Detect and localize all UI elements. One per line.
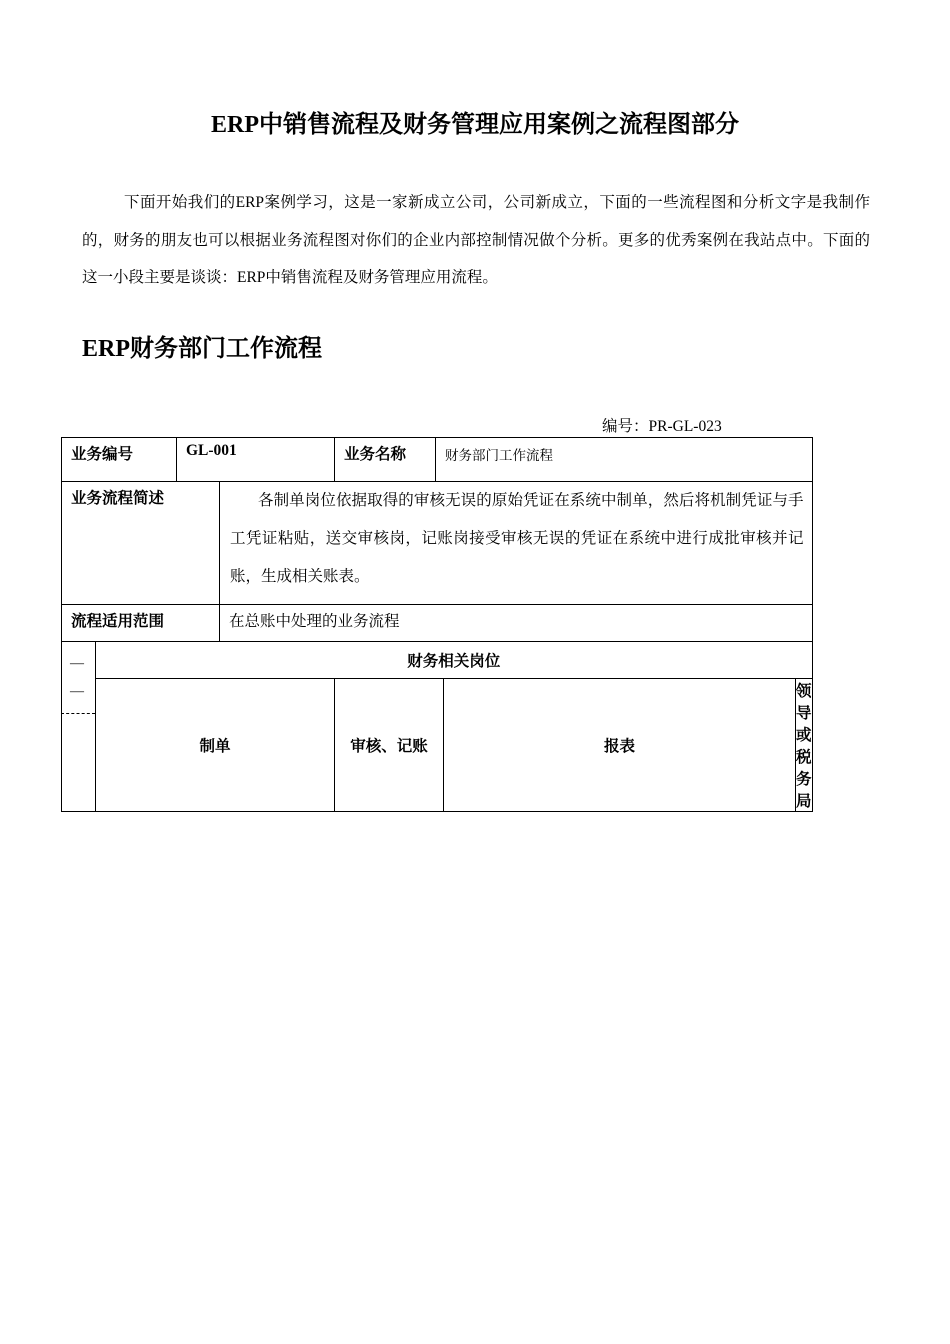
dash-mark-1: — bbox=[70, 656, 84, 671]
row-biz-info bbox=[62, 438, 813, 482]
biz-name-label: 业务名称 bbox=[344, 446, 407, 463]
row-positions-header bbox=[62, 642, 813, 679]
row-scope bbox=[62, 605, 813, 642]
position-label: 审核、记账 bbox=[350, 738, 428, 755]
biz-name-label-cell bbox=[335, 438, 436, 482]
biz-no-value-cell bbox=[177, 438, 335, 482]
positions-header-cell bbox=[96, 642, 813, 679]
intro-paragraph: 下面开始我们的ERP案例学习，这是一家新成立公司，公司新成立，下面的一些流程图和分析文字是我制作的，财务的朋友也可以根据业务流程图对你们的企业内部控制情况做个分析。更多的优秀案例在我站点中。下面的这一小段主要是谈谈：ERP中销售流程及财务管理应用流程。 bbox=[82, 194, 870, 286]
positions-header: 财务相关岗位 bbox=[407, 653, 501, 670]
row-positions bbox=[62, 679, 813, 812]
desc-value: 各制单岗位依据取得的审核无误的原始凭证在系统中制单，然后将机制凭证与手工凭证粘贴，送交审核岗，记账岗接受审核无误的凭证在系统中进行成批审核并记账，生成相关账表。 bbox=[230, 492, 804, 585]
desc-label: 业务流程简述 bbox=[71, 490, 165, 507]
position-label: 制单 bbox=[199, 738, 231, 755]
scope-value-cell bbox=[220, 605, 813, 642]
dash-mark-2: — bbox=[70, 684, 84, 699]
dash-cell bbox=[62, 642, 96, 812]
position-cell-4 bbox=[796, 679, 813, 812]
biz-no-value: GL-001 bbox=[186, 442, 237, 459]
process-table bbox=[61, 437, 813, 812]
biz-no-label: 业务编号 bbox=[71, 446, 134, 463]
scope-label: 流程适用范围 bbox=[71, 613, 165, 630]
dashed-divider bbox=[61, 713, 95, 714]
position-cell-2 bbox=[335, 679, 444, 812]
biz-name-value-cell bbox=[436, 438, 813, 482]
doc-number: 编号：PR-GL-023 bbox=[602, 418, 722, 435]
row-description bbox=[62, 482, 813, 605]
position-cell-1 bbox=[96, 679, 335, 812]
section-heading: ERP财务部门工作流程 bbox=[82, 336, 322, 362]
position-cell-3 bbox=[444, 679, 796, 812]
page-title: ERP中销售流程及财务管理应用案例之流程图部分 bbox=[211, 112, 739, 138]
position-label: 领导或税务局 bbox=[796, 683, 812, 810]
biz-name-value: 财务部门工作流程 bbox=[445, 448, 553, 463]
scope-value: 在总账中处理的业务流程 bbox=[229, 613, 400, 630]
desc-value-cell bbox=[220, 482, 813, 605]
biz-no-label-cell bbox=[62, 438, 177, 482]
position-label: 报表 bbox=[603, 738, 635, 755]
desc-label-cell bbox=[62, 482, 220, 605]
scope-label-cell bbox=[62, 605, 220, 642]
